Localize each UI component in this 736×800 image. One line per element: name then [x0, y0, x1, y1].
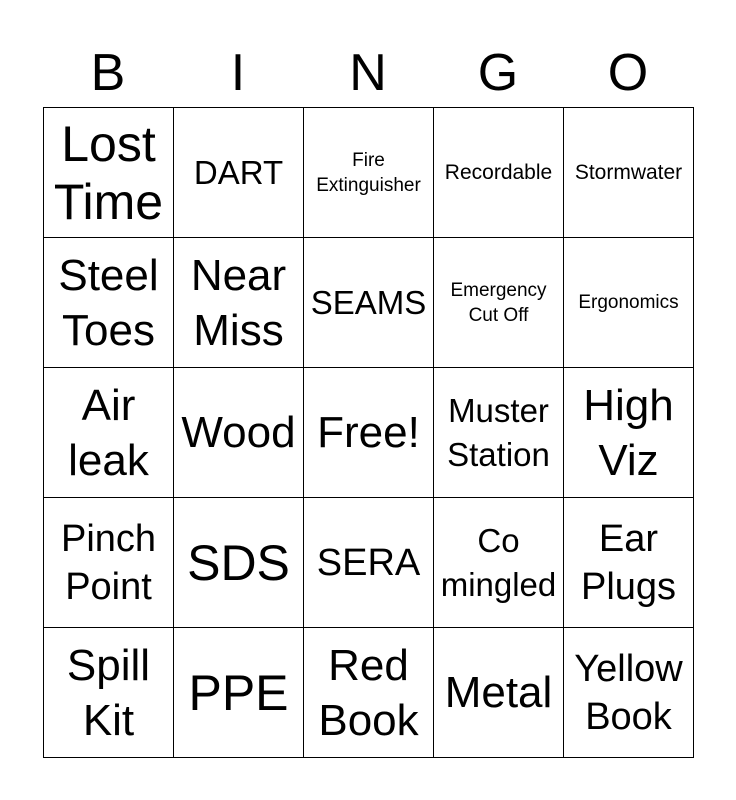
header-letter-o: O: [607, 44, 649, 102]
bingo-cell[interactable]: [564, 498, 694, 628]
bingo-cell[interactable]: [174, 628, 304, 758]
bingo-board-body: [44, 108, 694, 758]
bingo-board: [43, 107, 694, 758]
bingo-cell[interactable]: [434, 498, 564, 628]
bingo-cell[interactable]: [174, 108, 304, 238]
bingo-cell[interactable]: [564, 628, 694, 758]
bingo-row-3: [44, 368, 694, 498]
bingo-cell-label: Wood: [181, 408, 296, 457]
bingo-cell-label: Emergency Cut Off: [450, 279, 547, 326]
bingo-cell-label: Pinch Point: [60, 517, 157, 608]
bingo-cell[interactable]: [304, 628, 434, 758]
bingo-cell-label: Air leak: [68, 380, 149, 485]
bingo-cell[interactable]: [304, 238, 434, 368]
bingo-cell-label: Yellow Book: [574, 647, 683, 738]
bingo-cell[interactable]: [44, 368, 174, 498]
bingo-cell-label: SERA: [316, 541, 421, 584]
bingo-header: [43, 38, 693, 108]
bingo-cell[interactable]: [304, 498, 434, 628]
bingo-cell-label: Metal: [444, 668, 553, 717]
bingo-cell-label: Fire Extinguisher: [316, 149, 421, 196]
bingo-cell-label: Ergonomics: [578, 292, 679, 313]
bingo-cell-label: SDS: [187, 534, 290, 591]
bingo-cell[interactable]: [44, 498, 174, 628]
bingo-cell[interactable]: [564, 108, 694, 238]
bingo-cell[interactable]: [174, 368, 304, 498]
bingo-row-4: [44, 498, 694, 628]
bingo-cell-label: Muster Station: [447, 391, 550, 473]
bingo-cell[interactable]: [174, 498, 304, 628]
bingo-row-2: [44, 238, 694, 368]
bingo-cell-label: DART: [193, 153, 284, 191]
bingo-cell[interactable]: [434, 238, 564, 368]
bingo-cell[interactable]: [564, 238, 694, 368]
bingo-cell-label: Lost Time: [53, 115, 164, 230]
bingo-cell-label: Near Miss: [190, 250, 287, 355]
bingo-cell[interactable]: [434, 368, 564, 498]
bingo-cell-label: Stormwater: [574, 160, 683, 184]
bingo-cell[interactable]: [564, 368, 694, 498]
header-letter-i: I: [230, 44, 246, 102]
bingo-cell-label: Spill Kit: [66, 640, 151, 745]
bingo-cell[interactable]: [304, 108, 434, 238]
bingo-cell-label: SEAMS: [310, 283, 427, 321]
bingo-cell[interactable]: [434, 628, 564, 758]
bingo-cell-label: Red Book: [318, 640, 419, 745]
header-letter-b: B: [90, 44, 126, 102]
bingo-cell-label: Ear Plugs: [580, 517, 677, 608]
bingo-cell[interactable]: [434, 108, 564, 238]
bingo-cell-label: Co mingled: [440, 521, 557, 603]
header-letter-g: G: [477, 44, 519, 102]
bingo-cell[interactable]: [304, 368, 434, 498]
bingo-cell[interactable]: [174, 238, 304, 368]
bingo-row-1: [44, 108, 694, 238]
bingo-cell-label: High Viz: [583, 380, 674, 485]
bingo-cell-label: Steel Toes: [58, 250, 159, 355]
bingo-cell-label: PPE: [188, 664, 289, 721]
bingo-cell[interactable]: [44, 238, 174, 368]
header-letter-n: N: [349, 44, 387, 102]
bingo-cell-label: Recordable: [444, 160, 553, 184]
bingo-cell-label: Free!: [317, 408, 420, 457]
bingo-cell[interactable]: [44, 628, 174, 758]
bingo-cell[interactable]: [44, 108, 174, 238]
bingo-row-5: [44, 628, 694, 758]
